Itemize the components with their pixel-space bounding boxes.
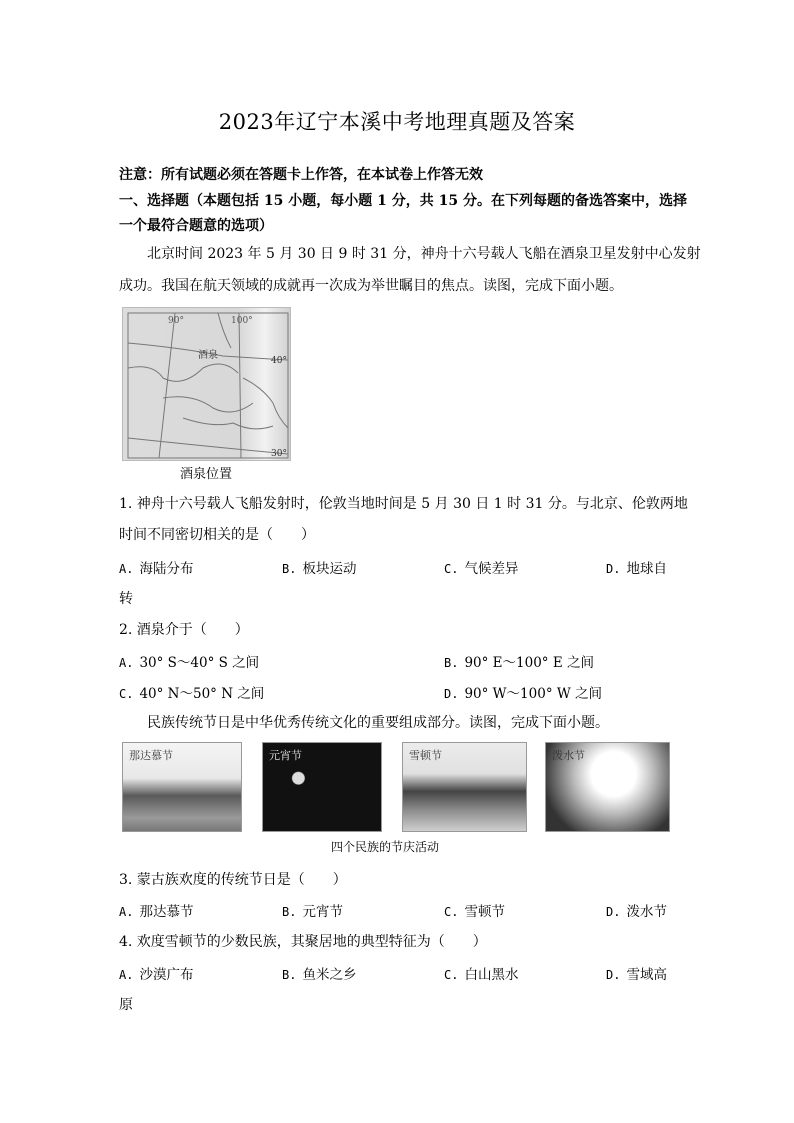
- question-4-stem: 4. 欢度雪顿节的少数民族，其聚居地的典型特征为（ ）: [119, 934, 487, 950]
- map-lines: [123, 308, 291, 461]
- section-header-cont: 一个最符合题意的选项）: [119, 218, 273, 234]
- q3-option-c: C. 雪顿节: [444, 904, 505, 920]
- q1-option-c: C. 气候差异: [444, 561, 519, 577]
- intro-paragraph-2: 民族传统节日是中华优秀传统文化的重要组成部分。读图，完成下面小题。: [147, 715, 609, 731]
- q3-option-a: A. 那达慕节: [119, 904, 194, 920]
- q1-option-b: B. 板块运动: [282, 561, 357, 577]
- photo-lantern-festival: 元宵节: [262, 742, 382, 832]
- section-header: 一、选择题（本题包括 15 小题，每小题 1 分，共 15 分。在下列每题的备选答案中，选择: [119, 193, 687, 209]
- figure-1-caption: 酒泉位置: [180, 467, 233, 482]
- q2-option-c: C. 40° N～50° N 之间: [119, 686, 265, 702]
- photo-water-splashing: 泼水节: [545, 742, 670, 832]
- q3-option-d: D. 泼水节: [606, 904, 667, 920]
- photo-shoton: 雪顿节: [402, 742, 527, 832]
- q1-option-a: A. 海陆分布: [119, 561, 194, 577]
- question-2-stem: 2. 酒泉介于（ ）: [119, 622, 249, 638]
- intro-paragraph-1: 北京时间 2023 年 5 月 30 日 9 时 31 分，神舟十六号载人飞船在酒泉卫星发射中心发射: [147, 246, 701, 262]
- page-title: 2023年辽宁本溪中考地理真题及答案: [218, 110, 576, 134]
- question-1-stem-cont: 时间不同密切相关的是（ ）: [119, 527, 315, 543]
- q4-option-d: D. 雪域高: [606, 967, 667, 983]
- q1-option-d: D. 地球自: [606, 561, 667, 577]
- question-1-stem: 1. 神舟十六号载人飞船发射时，伦敦当地时间是 5 月 30 日 1 时 31 分。与北京、伦敦两地: [119, 496, 688, 512]
- q2-option-a: A. 30° S～40° S 之间: [119, 655, 260, 671]
- svg-text:30°: 30°: [271, 449, 287, 459]
- jiuquan-location-map: [122, 307, 291, 461]
- svg-text:90°: 90°: [168, 316, 184, 326]
- q4-option-b: B. 鱼米之乡: [282, 967, 357, 983]
- q4-option-a: A. 沙漠广布: [119, 967, 194, 983]
- svg-text:酒泉: 酒泉: [198, 350, 218, 361]
- q4-option-c: C. 白山黑水: [444, 967, 519, 983]
- photo-naadam: 那达慕节: [122, 742, 242, 832]
- question-3-stem: 3. 蒙古族欢度的传统节日是（ ）: [119, 872, 347, 888]
- intro-paragraph-1-cont: 成功。我国在航天领域的成就再一次成为举世瞩目的焦点。读图，完成下面小题。: [119, 278, 623, 294]
- festival-photo-strip: [122, 742, 670, 832]
- q4-option-d-wrap: 原: [119, 997, 133, 1013]
- q2-option-d: D. 90° W～100° W 之间: [444, 686, 603, 702]
- svg-text:100°: 100°: [231, 316, 253, 326]
- exam-notice: 注意：所有试题必须在答题卡上作答，在本试卷上作答无效: [119, 167, 483, 183]
- q3-option-b: B. 元宵节: [282, 904, 343, 920]
- q2-option-b: B. 90° E～100° E 之间: [444, 655, 594, 671]
- q1-option-d-wrap: 转: [119, 591, 133, 607]
- figure-2-caption: 四个民族的节庆活动: [331, 840, 440, 854]
- svg-text:40°: 40°: [271, 356, 287, 366]
